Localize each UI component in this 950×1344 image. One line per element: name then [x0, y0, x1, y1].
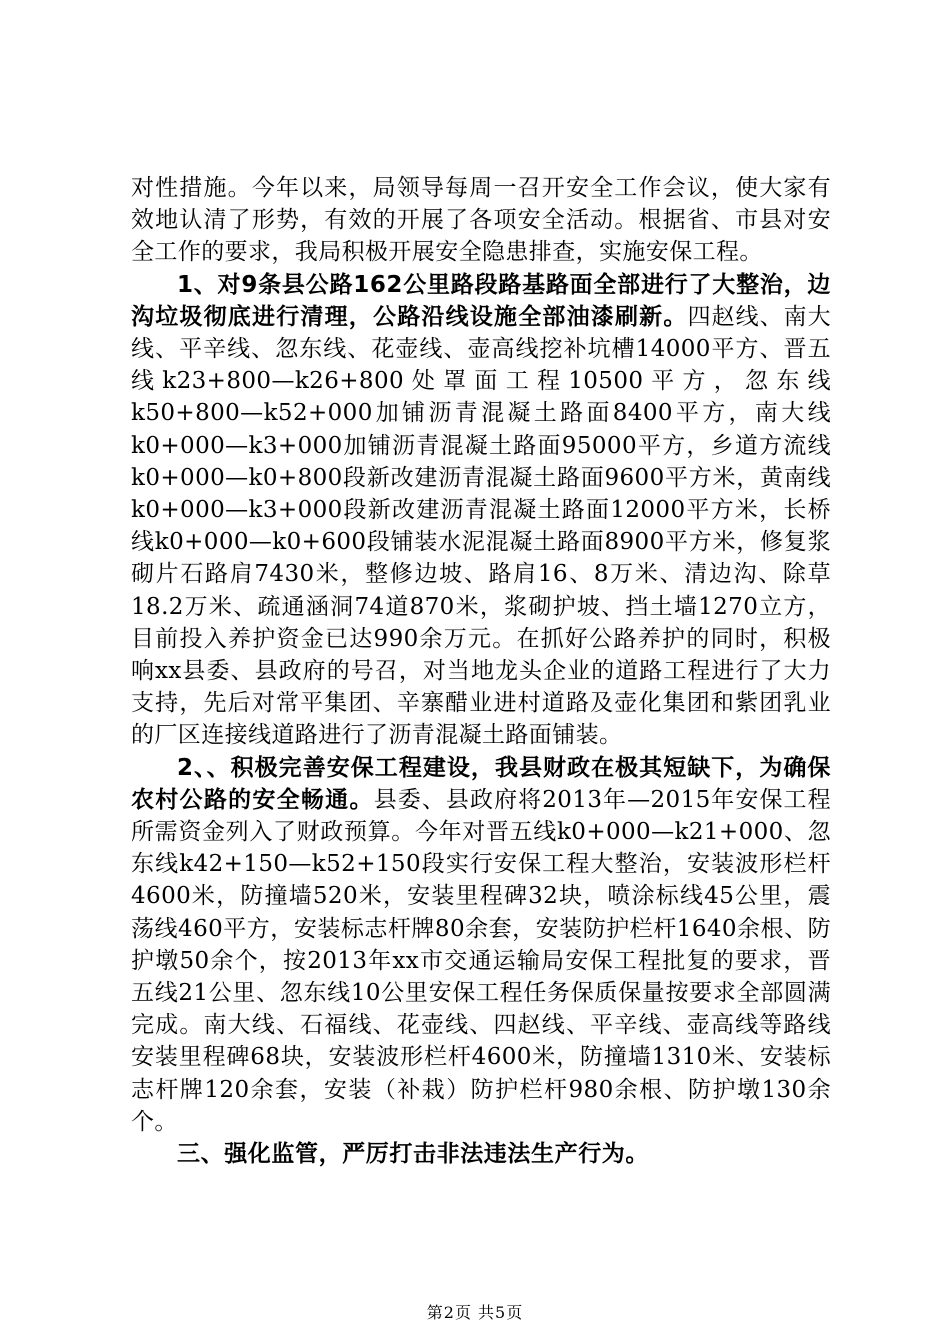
item-2-body: 县委、县政府将2013年—2015年安保工程所需资金列入了财政预算。今年对晋五线k0+000—k21+000、忽东线k42+150—k52+150段实行安保工程大整治，安装波形栏杆4600米，防撞墙520米，安装里程碑32块，喷涂标线45公里，震荡线460平方，安装标志杆牌80余套，安装防护栏杆1640余根、防护墩50余个，按2013年xx市交通运输局安保工程批复的要求，晋五线21公里、忽东线10公里安保工程任务保质保量按要求全部圆满完成。南大线、石福线、花壶线、四赵线、平辛线、壶高线等路线安装里程碑68块，安装波形栏杆4600米，防撞墙1310米、安装标志杆牌120余套，安装（补栽）防护栏杆980余根、防护墩130余个。: [131, 786, 831, 1135]
section-heading-3: 三、强化监管，严厉打击非法违法生产行为。: [177, 1141, 649, 1168]
paragraph-item-1: [131, 269, 831, 752]
page-footer: 第2页 共5页: [426, 1303, 524, 1322]
paragraph-intro: 对性措施。今年以来，局领导每周一召开安全工作会议，使大家有效地认清了形势，有效的开展了各项安全活动。根据省、市县对安全工作的要求，我局积极开展安全隐患排查，实施安保工程。: [131, 175, 831, 266]
paragraph-item-2: [131, 752, 831, 1138]
item-1-body: 四赵线、南大线、平辛线、忽东线、花壶线、壶高线挖补坑槽14000平方、晋五线k23+800—k26+800处罩面工程10500平方，忽东线k50+800—k52+000加铺沥青混凝土路面8400平方，南大线k0+000—k3+000加铺沥青混凝土路面95000平方，乡道方流线k0+000—k0+800段新改建沥青混凝土路面9600平方米，黄南线k0+000—k3+000段新改建沥青混凝土路面12000平方米，长桥线k0+000—k0+600段铺装水泥混凝土路面8900平方米，修复浆砌片石路肩7430米，整修边坡、路肩16、8万米、清边沟、除草18.2万米、疏通涵洞74道870米，浆砌护坡、挡土墙1270立方，目前投入养护资金已达990余万元。在抓好公路养护的同时，积极响xx县委、县政府的号召，对当地龙头企业的道路工程进行了大力支持，先后对常平集团、辛寨醋业进村道路及壶化集团和紫团乳业的厂区连接线道路进行了沥青混凝土路面铺装。: [131, 303, 831, 749]
body-text: [131, 172, 831, 1170]
item-2-lead: 2、、积极完善安保工程建设，我县财政在极其短缺下，为确保农村公路的安全畅通。: [131, 754, 831, 813]
item-1-lead: 1、对9条县公路162公里路段路基路面全部进行了大整治，边沟垃圾彻底进行清理，公路沿线设施全部油漆刷新。: [131, 271, 831, 330]
